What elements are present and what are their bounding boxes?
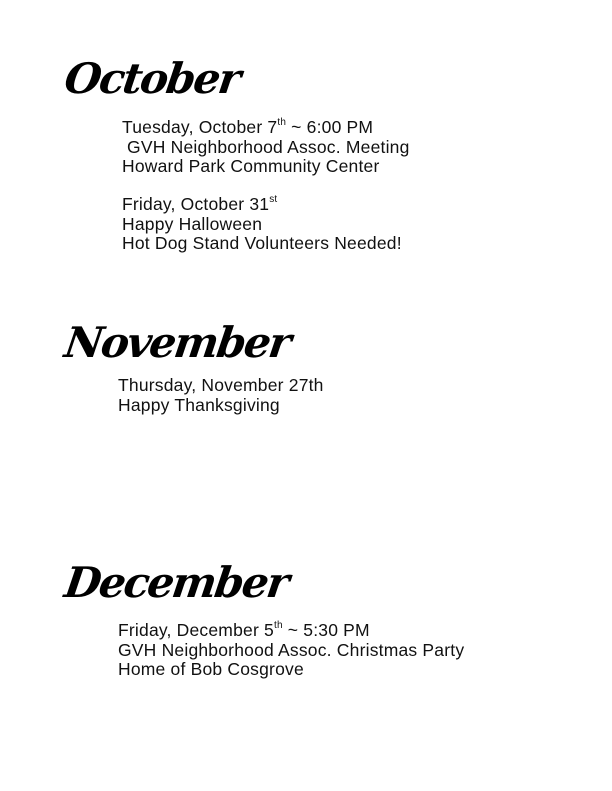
event-title: Happy Thanksgiving — [118, 394, 280, 415]
month-heading-december: December — [61, 558, 291, 607]
event-time: ~ 6:00 PM — [286, 117, 374, 137]
event-date-text: Tuesday, October 7 — [122, 117, 278, 137]
ordinal-suffix: th — [273, 620, 283, 632]
event-december-party — [118, 621, 464, 680]
event-location: Howard Park Community Center — [122, 156, 380, 177]
ordinal-suffix: th — [277, 117, 287, 129]
event-title: GVH Neighborhood Assoc. Meeting — [122, 136, 410, 157]
ordinal-suffix: st — [269, 194, 278, 206]
event-time: ~ 5:30 PM — [282, 620, 370, 640]
event-date-text: Friday, December 5 — [118, 620, 274, 640]
event-title: Happy Halloween — [122, 213, 263, 234]
event-october-meeting — [122, 118, 410, 177]
event-date-text: Friday, October 31 — [122, 194, 270, 214]
event-location: Home of Bob Cosgrove — [118, 659, 304, 680]
event-november-thanksgiving — [118, 376, 324, 415]
event-date: Thursday, November 27th — [118, 375, 324, 395]
month-heading-november: November — [61, 318, 293, 367]
event-october-halloween — [122, 195, 402, 254]
month-heading-october: October — [61, 54, 243, 103]
event-date — [118, 621, 464, 641]
event-note: Hot Dog Stand Volunteers Needed! — [122, 233, 402, 254]
event-date — [122, 118, 410, 138]
event-date — [122, 195, 402, 215]
event-title: GVH Neighborhood Assoc. Christmas Party — [118, 639, 465, 660]
